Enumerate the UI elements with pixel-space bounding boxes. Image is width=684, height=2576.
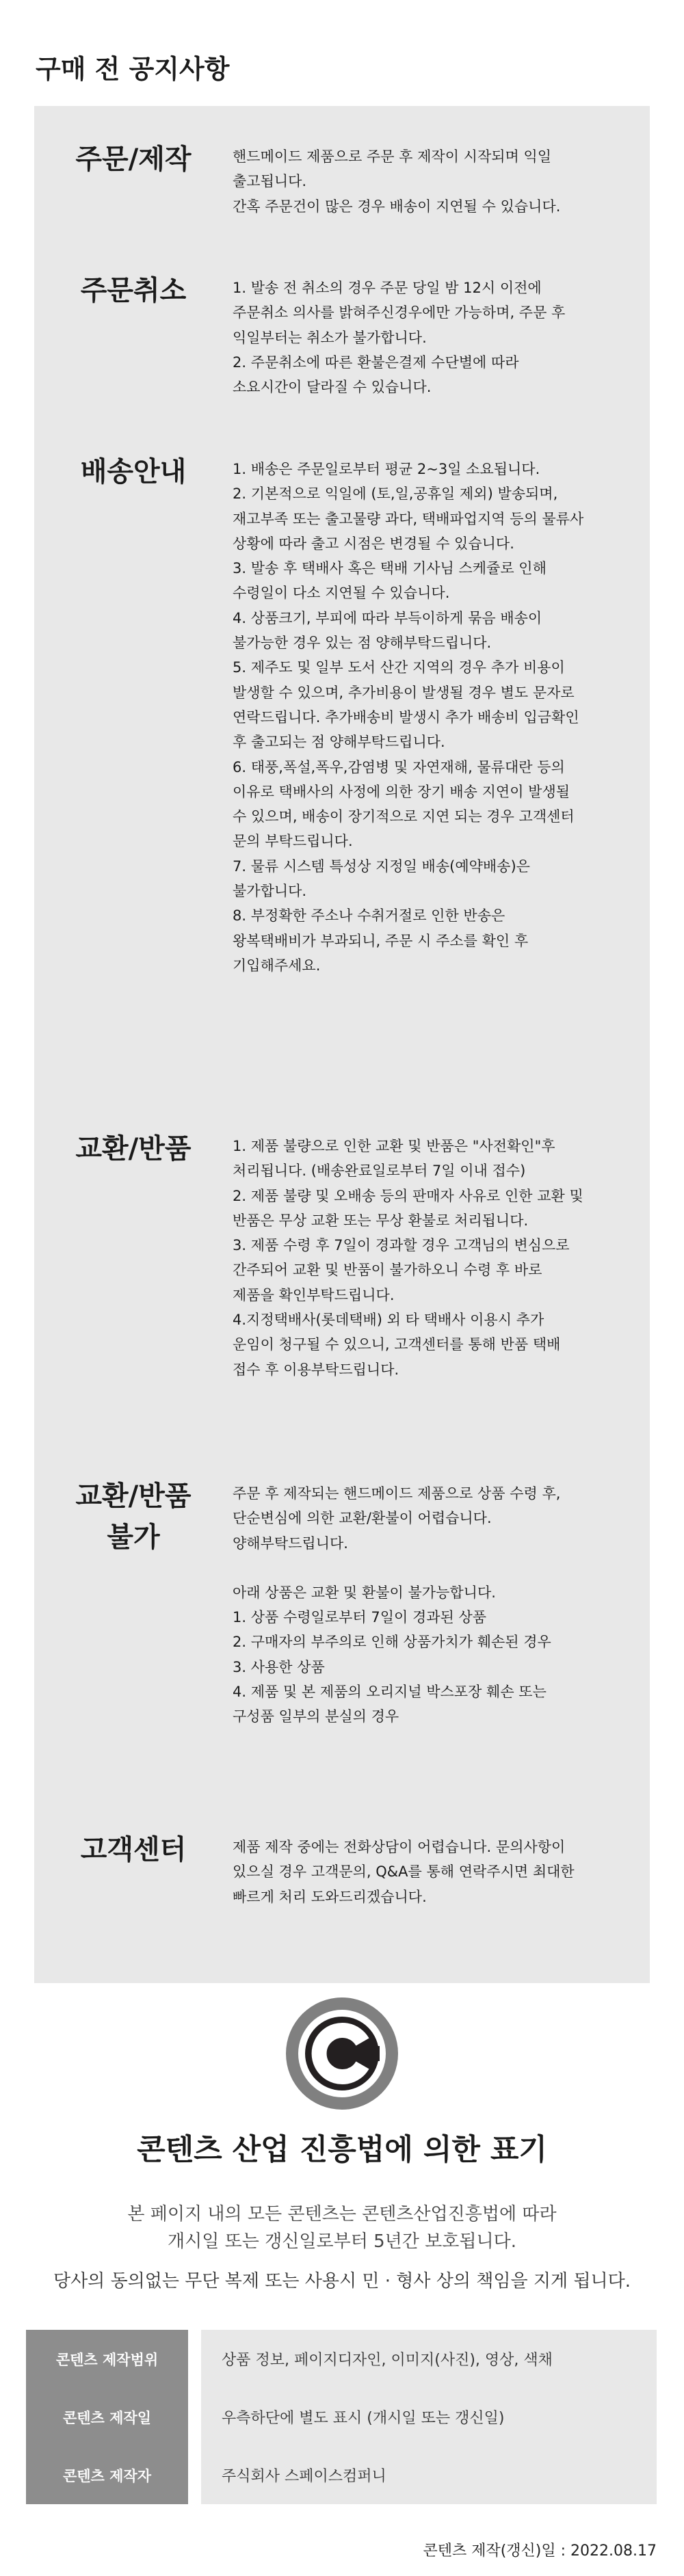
notice-line: 2. 주문취소에 따른 환불은결제 수단별에 따라 <box>233 354 519 371</box>
section-title: 고객센터 <box>80 1834 187 1865</box>
notice-line: 핸드메이드 제품으로 주문 후 제작이 시작되며 익일 <box>233 148 552 165</box>
notice-line: 2. 제품 불량 및 오배송 등의 판매자 사유로 인한 교환 및 <box>233 1187 583 1204</box>
c-logo-icon <box>284 1995 400 2112</box>
law-description-line: 개시일 또는 갱신일로부터 5년간 보호됩니다. <box>168 2231 516 2252</box>
notice-line: 6. 태풍,폭설,폭우,감염병 및 자연재해, 물류대란 등의 <box>233 758 565 775</box>
notice-line: 출고됩니다. <box>233 173 307 190</box>
notice-line: 1. 배송은 주문일로부터 평균 2~3일 소요됩니다. <box>233 461 540 477</box>
notice-line: 구성품 일부의 분실의 경우 <box>233 1708 399 1725</box>
notice-line: 문의 부탁드립니다. <box>233 833 353 850</box>
notice-line: 익일부터는 취소가 불가합니다. <box>233 329 427 346</box>
section-title: 주문취소 <box>80 275 187 306</box>
notice-line: 운임이 청구될 수 있으니, 고객센터를 통해 반품 택배 <box>233 1336 561 1353</box>
notice-line: 이유로 택배사의 사정에 의한 장기 배송 지연이 발생될 <box>233 783 570 800</box>
notice-line: 4. 상품크기, 부피에 따라 부득이하게 묶음 배송이 <box>233 609 542 626</box>
notice-line: 3. 제품 수령 후 7일이 경과할 경우 고객님의 변심으로 <box>233 1237 570 1254</box>
notice-line: 제품을 확인부탁드립니다. <box>233 1286 395 1303</box>
spacer <box>233 1556 629 1580</box>
law-description-line: 본 페이지 내의 모든 콘텐츠는 콘텐츠산업진흥법에 따라 <box>127 2204 557 2225</box>
section-body <box>233 457 629 978</box>
info-row-date <box>26 2388 657 2446</box>
law-title: 콘텐츠 산업 진흥법에 의한 표기 <box>137 2133 547 2167</box>
section-body <box>233 276 629 399</box>
info-label: 콘텐츠 제작범위 <box>26 2330 188 2388</box>
info-row-producer <box>26 2446 657 2504</box>
notice-line: 처리됩니다. (배송완료일로부터 7일 이내 접수) <box>233 1163 526 1180</box>
section-body <box>233 1835 629 1909</box>
notice-line: 1. 발송 전 취소의 경우 주문 당일 밤 12시 이전에 <box>233 280 542 296</box>
info-label: 콘텐츠 제작자 <box>26 2446 188 2504</box>
notice-line: 재고부족 또는 출고물량 과다, 택배파업지역 등의 물류사 <box>233 510 584 527</box>
notice-line: 반품은 무상 교환 또는 무상 환불로 처리됩니다. <box>233 1212 529 1229</box>
notice-line: 수 있으며, 배송이 장기적으로 지연 되는 경우 고객센터 <box>233 808 575 825</box>
notice-line: 불가합니다. <box>233 883 307 900</box>
notice-box <box>34 106 650 1983</box>
info-value: 우측하단에 별도 표시 (개시일 또는 갱신일) <box>201 2388 657 2446</box>
info-value: 주식회사 스페이스컴퍼니 <box>201 2446 657 2504</box>
notice-line: 상황에 따라 출고 시점은 변경될 수 있습니다. <box>233 535 514 552</box>
notice-line: 2. 기본적으로 익일에 (토,일,공휴일 제외) 발송되며, <box>233 486 558 503</box>
section-body <box>233 1481 629 1729</box>
section-title: 주문/제작 <box>75 144 192 175</box>
notice-line: 수령일이 다소 지연될 수 있습니다. <box>233 585 450 602</box>
notice-line: 4. 제품 및 본 제품의 오리지널 박스포장 훼손 또는 <box>233 1684 547 1701</box>
info-row-scope <box>26 2330 657 2388</box>
notice-line: 단순변심에 의한 교환/환불이 어렵습니다. <box>233 1510 492 1527</box>
notice-line: 간주되어 교환 및 반품이 불가하오니 수령 후 바로 <box>233 1262 542 1279</box>
notice-line: 5. 제주도 및 일부 도서 산간 지역의 경우 추가 비용이 <box>233 659 565 676</box>
notice-line: 연락드립니다. 추가배송비 발생시 추가 배송비 입금확인 <box>233 708 579 726</box>
section-title: 배송안내 <box>80 456 187 488</box>
notice-line: 1. 상품 수령일로부터 7일이 경과된 상품 <box>233 1609 487 1626</box>
notice-line: 양해부탁드립니다. <box>233 1535 348 1552</box>
content-date: 콘텐츠 제작(갱신)일 : 2022.08.17 <box>423 2542 657 2560</box>
law-warning: 당사의 동의없는 무단 복제 또는 사용시 민 · 형사 상의 책임을 지게 됩니다. <box>53 2271 631 2292</box>
notice-line: 후 출고되는 점 양해부탁드립니다. <box>233 734 445 751</box>
notice-line: 주문취소 의사를 밝혀주신경우에만 가능하며, 주문 후 <box>233 304 566 321</box>
notice-line: 빠르게 처리 도와드리겠습니다. <box>233 1888 427 1905</box>
notice-line: 4.지정택배사(롯데택배) 외 타 택배사 이용시 추가 <box>233 1312 544 1329</box>
notice-line: 있으실 경우 고객문의, Q&A를 통해 연락주시면 최대한 <box>233 1863 575 1881</box>
notice-line: 3. 사용한 상품 <box>233 1658 325 1675</box>
section-body <box>233 1134 629 1382</box>
law-description <box>0 2201 684 2255</box>
notice-line: 주문 후 제작되는 핸드메이드 제품으로 상품 수령 후, <box>233 1485 561 1502</box>
notice-line: 2. 구매자의 부주의로 인해 상품가치가 훼손된 경우 <box>233 1634 551 1651</box>
notice-line: 불가능한 경우 있는 점 양해부탁드립니다. <box>233 635 492 652</box>
info-value: 상품 정보, 페이지디자인, 이미지(사진), 영상, 색채 <box>201 2330 657 2388</box>
notice-line: 발생할 수 있으며, 추가비용이 발생될 경우 별도 문자로 <box>233 684 575 701</box>
notice-line: 7. 물류 시스템 특성상 지정일 배송(예약배송)은 <box>233 858 530 875</box>
section-title: 교환/반품 불가 <box>75 1480 192 1553</box>
notice-line: 접수 후 이용부탁드립니다. <box>233 1361 399 1378</box>
section-body <box>233 144 629 219</box>
notice-line: 왕복택배비가 부과되니, 주문 시 주소를 확인 후 <box>233 932 529 949</box>
page-title: 구매 전 공지사항 <box>36 54 230 84</box>
notice-line: 제품 제작 중에는 전화상담이 어렵습니다. 문의사항이 <box>233 1839 566 1855</box>
notice-line: 아래 상품은 교환 및 환불이 불가능합니다. <box>233 1584 496 1601</box>
notice-line: 기입해주세요. <box>233 957 321 974</box>
notice-line: 3. 발송 후 택배사 혹은 택배 기사님 스케쥴로 인해 <box>233 560 547 577</box>
notice-line: 간혹 주문건이 많은 경우 배송이 지연될 수 있습니다. <box>233 198 561 215</box>
info-label: 콘텐츠 제작일 <box>26 2388 188 2446</box>
notice-line: 1. 제품 불량으로 인한 교환 및 반품은 "사전확인"후 <box>233 1138 555 1154</box>
notice-line: 8. 부정확한 주소나 수취거절로 인한 반송은 <box>233 907 505 925</box>
section-title: 교환/반품 <box>75 1133 192 1165</box>
notice-line: 소요시간이 달라질 수 있습니다. <box>233 379 432 396</box>
content-info-table <box>26 2330 657 2504</box>
